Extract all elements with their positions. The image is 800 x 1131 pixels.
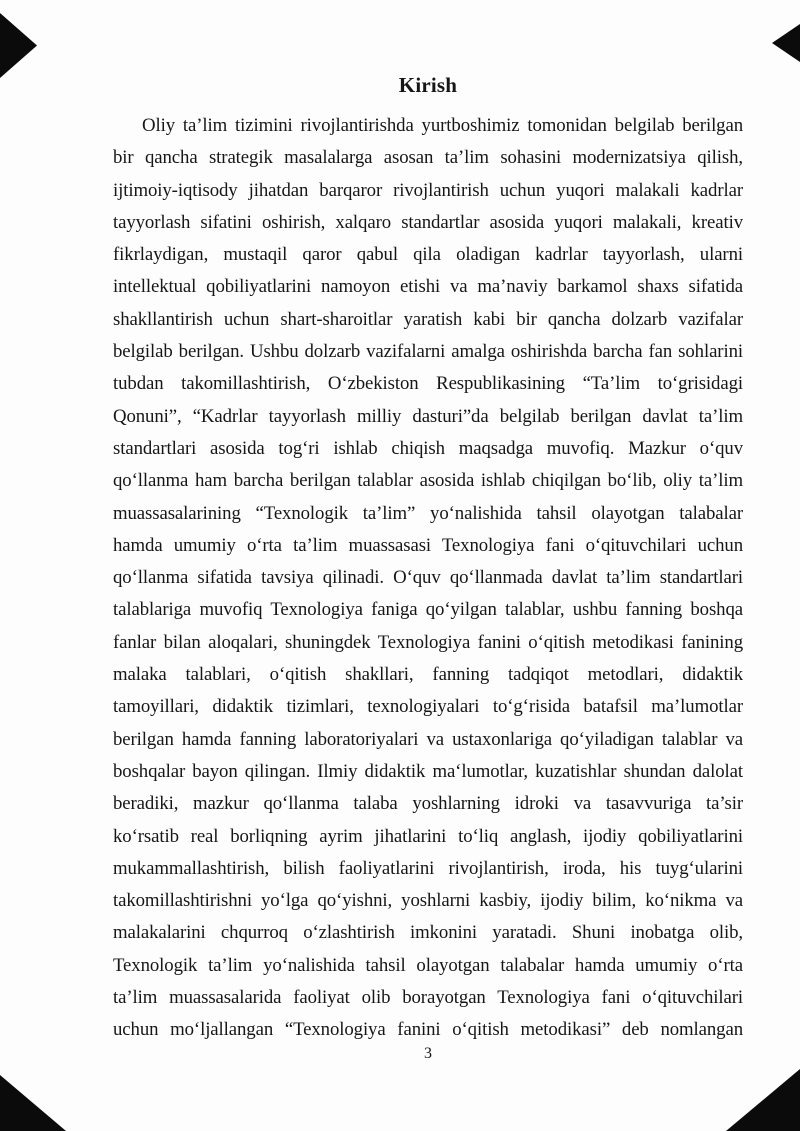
text-line: qoʻllanma sifatida tavsiya qilinadi. Oʻquv qoʻllanmada davlat ta’lim standartlari: [113, 567, 743, 589]
text-line: Oliy ta’lim tizimini rivojlantirishda yurtboshimiz tomonidan belgilab berilgan: [142, 115, 743, 136]
text-line: takomillashtirishni yoʻlga qoʻyishni, yoshlarni kasbiy, ijodiy bilim, koʻnikma va: [113, 890, 743, 912]
scan-corner-artifact-bottom-left: [0, 1075, 66, 1131]
scan-corner-artifact-bottom-right: [726, 1069, 800, 1131]
text-line: shakllantirish uchun shart-sharoitlar yaratish kabi bir qancha dolzarb vazifalar: [113, 308, 743, 330]
text-line: intellektual qobiliyatlarini namoyon etishi va ma’naviy barkamol shaxs sifatida: [113, 276, 743, 298]
page-title: Kirish: [398, 73, 458, 97]
text-line: Qonuni”, “Kadrlar tayyorlash milliy dasturi”da belgilab berilgan davlat ta’lim: [113, 405, 743, 427]
text-line: tamoyillari, didaktik tizimlari, texnologiyalari toʻgʻrisida batafsil ma’lumotlar: [113, 696, 743, 718]
text-line: muassasalarining “Texnologik ta’lim” yoʻnalishida tahsil olayotgan talabalar: [113, 502, 743, 524]
text-line: koʻrsatib real borliqning ayrim jihatlarini toʻliq anglash, ijodiy qobiliyatlarini: [113, 825, 743, 847]
text-line: fikrlaydigan, mustaqil qaror qabul qila oladigan kadrlar tayyorlash, ularni: [113, 244, 743, 266]
text-line: Texnologik ta’lim yoʻnalishida tahsil olayotgan talabalar hamda umumiy oʻrta: [113, 954, 743, 976]
text-line: talablariga muvofiq Texnologiya faniga qoʻyilgan talablar, ushbu fanning boshqa: [113, 599, 743, 621]
text-line: mukammallashtirish, bilish faoliyatlarini rivojlantirish, iroda, his tuygʻularini: [113, 857, 743, 879]
scan-corner-artifact-top-right: [772, 24, 800, 62]
text-line: bir qancha strategik masalalarga asosan ta’lim sohasini modernizatsiya qilish,: [113, 147, 743, 169]
text-line: belgilab berilgan. Ushbu dolzarb vazifalarni amalga oshirishda barcha fan sohlarini: [113, 341, 743, 363]
text-line: fanlar bilan aloqalari, shuningdek Texnologiya fanini oʻqitish metodikasi fanining: [113, 631, 743, 653]
text-line: berilgan hamda fanning laboratoriyalari va ustaxonlariga qoʻyiladigan talablar va: [113, 728, 743, 750]
text-line: standartlari asosida togʻri ishlab chiqish maqsadga muvofiq. Mazkur oʻquv: [113, 437, 743, 459]
text-line: tubdan takomillashtirish, Oʻzbekiston Respublikasining “Ta’lim toʻgrisidagi: [113, 373, 743, 395]
text-line: ta’lim muassasalarida faoliyat olib borayotgan Texnologiya fani oʻqituvchilari: [113, 987, 743, 1009]
text-line: tayyorlash sifatini oshirish, xalqaro standartlar asosida yuqori malakali, kreativ: [113, 211, 743, 233]
text-line: qoʻllanma ham barcha berilgan talablar asosida ishlab chiqilgan boʻlib, oliy ta’lim: [113, 470, 743, 492]
text-line: boshqalar bayon qilingan. Ilmiy didaktik maʻlumotlar, kuzatishlar shundan dalolat: [113, 760, 743, 782]
paragraph: [113, 110, 743, 1047]
text-line: beradiki, mazkur qoʻllanma talaba yoshlarning idroki va tasavvuriga ta’sir: [113, 793, 743, 815]
text-line: malaka talablari, oʻqitish shakllari, fanning tadqiqot metodlari, didaktik: [113, 664, 743, 686]
text-line: malakalarini chqurroq oʻzlashtirish imkonini yaratadi. Shuni inobatga olib,: [113, 922, 743, 944]
page-number: 3: [424, 1045, 432, 1062]
text-line: uchun moʻljallangan “Texnologiya fanini oʻqitish metodikasi” deb nomlangan: [113, 1019, 743, 1041]
scan-corner-artifact-top-left: [0, 13, 37, 78]
text-line: ijtimoiy-iqtisody jihatdan barqaror rivojlantirish uchun yuqori malakali kadrlar: [113, 179, 743, 201]
text-line: hamda umumiy oʻrta ta’lim muassasasi Texnologiya fani oʻqituvchilari uchun: [113, 534, 743, 556]
